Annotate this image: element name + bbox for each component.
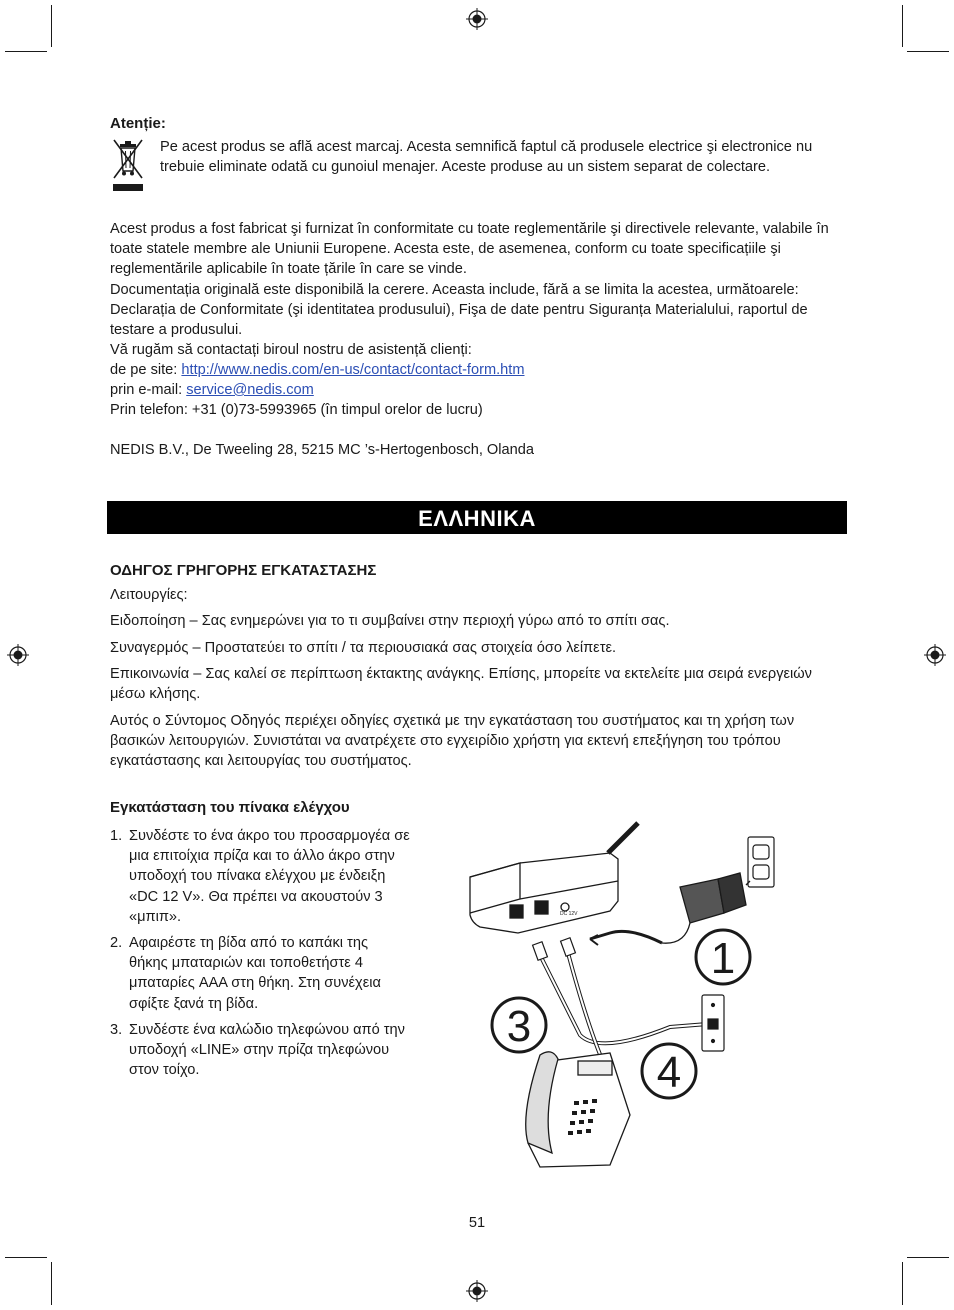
crop-mark — [5, 1257, 47, 1258]
callout-3-icon — [492, 998, 546, 1052]
contact-phone-line: Prin telefon: +31 (0)73-5993965 (în timpul orelor de lucru) — [110, 402, 483, 418]
registration-mark-icon — [466, 8, 488, 30]
callout-label: 3 — [506, 1002, 532, 1051]
email-prefix: prin e-mail: — [110, 382, 187, 398]
weee-notice-text: Pe acest produs se află acest marcaj. Acesta semnifică faptul că produsele electrice şi electronice nu trebuie eliminate odată cu gunoiul menajer. Aceste produse au un sistem separat de colectare. — [160, 139, 813, 176]
callout-4-icon — [642, 1044, 696, 1098]
page-number: 51 — [468, 1215, 486, 1231]
callout-label: 1 — [710, 934, 736, 983]
step-number: 2. — [110, 935, 123, 952]
contact-email-line — [110, 380, 850, 400]
company-address: NEDIS B.V., De Tweeling 28, 5215 MC ’s-Hertogenbosch, Olanda — [110, 442, 534, 458]
contact-form-link[interactable]: http://www.nedis.com/en-us/contact/contact-form.htm — [181, 362, 525, 378]
documentation-paragraph: Documentația originală este disponibilă la cerere. Aceasta include, fără a se limita la acestea, următoarele: Declarația de Conformitate (şi identitatea produsului), Fişa de date pentru Siguranța Materialului, raportul de testare a produsului. — [110, 282, 808, 339]
crop-mark — [907, 51, 949, 52]
weee-crossed-bin-icon — [110, 138, 146, 196]
function-alarm: Συναγερμός – Προστατεύει το σπίτι / τα περιουσιακά σας στοιχεία όσο λείπετε. — [110, 640, 617, 656]
registration-mark-icon — [7, 644, 29, 666]
compliance-paragraph: Acest produs a fost fabricat şi furnizat în conformitate cu toate reglementările şi directivele relevante, valabile în toate statele membre ale Uniunii Europene. Acesta este, de asemenea, conform cu toate specificațiile şi reglementările aplicabile în toate țările în care se vinde. — [110, 221, 829, 278]
crop-mark — [907, 1257, 949, 1258]
list-item — [110, 933, 410, 1014]
panel-install-title: Εγκατάσταση του πίνακα ελέγχου — [110, 799, 350, 816]
attention-title: Atenție: — [110, 115, 166, 132]
crop-mark — [902, 1262, 903, 1305]
telephone-icon — [526, 1052, 630, 1167]
language-banner: ΕΛΛΗΝΙΚΑ — [107, 501, 847, 534]
quick-guide-title: ΟΔΗΓΟΣ ΓΡΗΓΟΡΗΣ ΕΓΚΑΤΑΣΤΑΣΗΣ — [110, 562, 377, 579]
registration-mark-icon — [924, 644, 946, 666]
callout-label: 4 — [656, 1048, 682, 1097]
crop-mark — [51, 1262, 52, 1305]
registration-mark-icon — [466, 1280, 488, 1302]
site-prefix: de pe site: — [110, 362, 182, 378]
quick-guide-intro: Αυτός ο Σύντομος Οδηγός περιέχει οδηγίες σχετικά με την εγκατάσταση του συστήματος και τη χρήση των βασικών λειτουργιών. Συνιστάται να ανατρέχετε στο εγχειρίδιο χρήστη για εκτενή επεξήγηση του τρόπου εγκατάστασης και λειτουργίας του συστήματος. — [110, 713, 795, 770]
phone-jack-icon — [702, 995, 724, 1051]
email-link[interactable]: service@nedis.com — [186, 382, 314, 398]
port-label: DC 12V — [560, 911, 578, 917]
functions-label: Λειτουργίες: — [110, 587, 188, 603]
control-panel-icon — [470, 823, 638, 933]
step-text: Αφαιρέστε τη βίδα από το καπάκι της θήκης μπαταριών και τοποθετήστε 4 μπαταρίες AAA στη θήκη. Στη συνέχεια σφίξτε ξανά τη βίδα. — [129, 935, 381, 1012]
list-item — [110, 1020, 410, 1081]
crop-mark — [902, 5, 903, 47]
crop-mark — [5, 51, 47, 52]
wall-outlet-icon — [748, 837, 774, 887]
list-item — [110, 826, 410, 927]
function-notification: Ειδοποίηση – Σας ενημερώνει για το τι συμβαίνει στην περιοχή γύρω από το σπίτι σας. — [110, 613, 670, 629]
installation-illustration — [440, 815, 800, 1175]
step-text: Συνδέστε το ένα άκρο του προσαρμογέα σε μια επιτοίχια πρίζα και το άλλο άκρο στην υποδοχή του πίνακα ελέγχου με ένδειξη «DC 12 V». Θα πρέπει να ακουστούν 3 «μπιπ». — [129, 828, 410, 925]
contact-site-line — [110, 360, 850, 380]
function-communication: Επικοινωνία – Σας καλεί σε περίπτωση έκτακτης ανάγκης. Επίσης, μπορείτε να εκτελείτε μια σειρά ενεργειών μέσω κλήσης. — [110, 666, 812, 703]
install-steps-list — [110, 826, 410, 1086]
step-number: 3. — [110, 1021, 123, 1038]
step-number: 1. — [110, 828, 123, 844]
step-text: Συνδέστε ένα καλώδιο τηλεφώνου από την υποδοχή «LINE» στην πρίζα τηλεφώνου στον τοίχο. — [129, 1021, 405, 1079]
contact-intro: Vă rugăm să contactați biroul nostru de asistență clienți: — [110, 342, 472, 358]
callout-1-icon — [696, 930, 750, 984]
crop-mark — [51, 5, 52, 47]
